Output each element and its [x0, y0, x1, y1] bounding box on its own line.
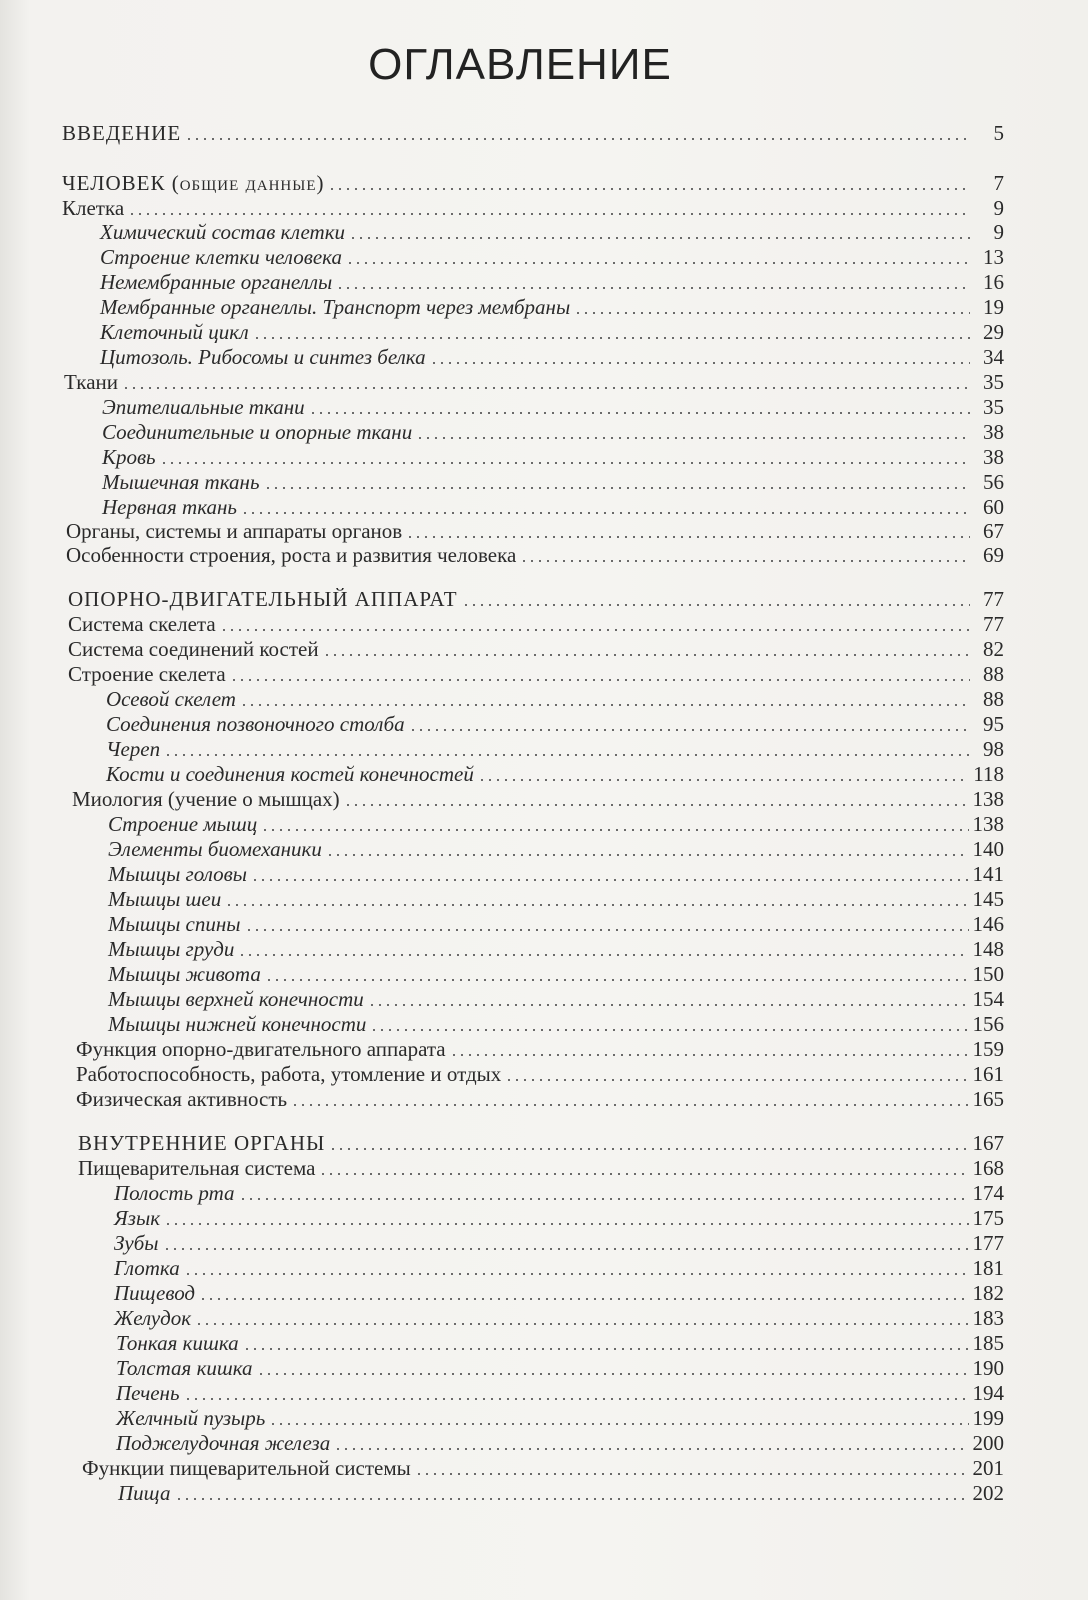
toc-entry-page: 199 [972, 1406, 1004, 1430]
toc-entry-page: 177 [972, 1231, 1004, 1255]
dot-leader [416, 437, 970, 439]
toc-entry-page: 118 [973, 762, 1004, 786]
toc-entry-title: Мембранные органеллы. Транспорт через мембраны [100, 295, 571, 319]
dot-leader [122, 387, 970, 389]
toc-entry [116, 1431, 1004, 1456]
dot-leader [309, 412, 970, 414]
toc-entry-page: 138 [972, 812, 1004, 836]
toc-entry [68, 612, 1004, 637]
toc-entry [114, 1231, 1004, 1256]
toc-entry [82, 1456, 1004, 1481]
toc-entry-title: Функции пищеварительной системы [82, 1456, 411, 1480]
dot-leader [243, 1348, 969, 1350]
toc-entry-title: Клетка [62, 196, 125, 220]
toc-entry [108, 962, 1004, 987]
dot-leader [346, 262, 970, 264]
toc-entry [108, 862, 1004, 887]
toc-entry-page: 77 [983, 587, 1004, 611]
toc-entry-title: Мышцы живота [108, 962, 261, 986]
dot-leader [257, 1373, 969, 1375]
toc-entry-title: Пищеварительная система [78, 1156, 316, 1180]
dot-leader [291, 1104, 968, 1106]
dot-leader [505, 1079, 968, 1081]
dot-leader [160, 462, 970, 464]
dot-leader [349, 237, 970, 239]
dot-leader [326, 854, 969, 856]
toc-entry-title: Ткани [64, 370, 118, 394]
toc-entry-title: Мышцы груди [108, 937, 235, 961]
toc-entry-title: Печень [116, 1381, 180, 1405]
toc-entry-title: Тонкая кишка [116, 1331, 239, 1355]
toc-entry-page: 88 [983, 687, 1004, 711]
toc-entry [68, 662, 1004, 687]
toc-entry-title: Система скелета [68, 612, 216, 636]
toc-entry [76, 1087, 1004, 1112]
toc-entry-page: 185 [972, 1331, 1004, 1355]
toc-entry [76, 1062, 1004, 1087]
toc-entry-title: Функция опорно-двигательного аппарата [76, 1037, 446, 1061]
dot-leader [128, 213, 970, 215]
toc-entry-page: 95 [983, 712, 1004, 736]
dot-leader [334, 1448, 968, 1450]
dot-leader [265, 979, 969, 981]
toc-entry-title: Мышцы нижней конечности [108, 1012, 367, 1036]
toc-entry-title: Пищевод [114, 1281, 196, 1305]
toc-entry-page: 200 [972, 1431, 1004, 1455]
toc-entry-page: 148 [972, 937, 1004, 961]
toc-entry [108, 937, 1004, 962]
toc-entry [64, 370, 1004, 395]
toc-entry-page: 9 [993, 196, 1004, 220]
toc-entry-page: 9 [993, 220, 1004, 244]
toc-entry-title: Язык [114, 1206, 161, 1230]
toc-entry-title: Глотка [114, 1256, 180, 1280]
dot-leader [344, 804, 969, 806]
toc-entry-title: Цитозоль. Рибосомы и синтез белка [100, 345, 426, 369]
toc-entry-page: 19 [983, 295, 1004, 319]
toc-entry [106, 737, 1004, 762]
toc-entry-page: 67 [983, 519, 1004, 543]
toc-entry [100, 320, 1004, 345]
toc-entry-title: Строение мышц [108, 812, 258, 836]
toc-entry-page: 88 [983, 662, 1004, 686]
toc-entry-title: Соединительные и опорные ткани [102, 420, 413, 444]
toc-entry-page: 140 [972, 837, 1004, 861]
dot-leader [329, 1148, 968, 1150]
toc-entry [76, 1037, 1004, 1062]
toc-entry [106, 687, 1004, 712]
toc-entry-page: 16 [983, 270, 1004, 294]
toc-entry-page: 154 [972, 987, 1004, 1011]
dot-leader [185, 138, 970, 140]
toc-entry [108, 812, 1004, 837]
toc-entry-page: 35 [983, 370, 1004, 394]
toc-entry-title: Мышцы шеи [108, 887, 222, 911]
toc-entry-page: 182 [972, 1281, 1004, 1305]
dot-leader [225, 904, 968, 906]
dot-leader [251, 879, 969, 881]
toc-entry-page: 202 [972, 1481, 1004, 1505]
toc-entry [100, 270, 1004, 295]
dot-leader [415, 1473, 969, 1475]
dot-leader [184, 1398, 969, 1400]
toc-entry [114, 1306, 1004, 1331]
toc-entry-title: Строение скелета [68, 662, 226, 686]
toc-entry-title: Нервная ткань [102, 495, 237, 519]
dot-leader [336, 287, 970, 289]
dot-leader [264, 487, 971, 489]
toc-entry-title: Строение клетки человека [100, 245, 342, 269]
toc-entry [62, 121, 1004, 146]
toc-entry-page: 82 [983, 637, 1004, 661]
toc-entry [66, 543, 1004, 568]
toc-entry [114, 1281, 1004, 1306]
toc-entry-page: 141 [972, 862, 1004, 886]
toc-entry-title: Мышцы верхней конечности [108, 987, 364, 1011]
toc-entry [106, 762, 1004, 787]
page-title: ОГЛАВЛЕНИЕ [368, 40, 672, 89]
toc-entry-title: Зубы [114, 1231, 159, 1255]
dot-leader [328, 188, 970, 190]
toc-entry-title: Мышечная ткань [102, 470, 260, 494]
toc-entry [68, 587, 1004, 612]
dot-leader [175, 1498, 969, 1500]
toc-entry-page: 161 [972, 1062, 1004, 1086]
toc-entry [100, 245, 1004, 270]
dot-leader [164, 1223, 968, 1225]
toc-entry-page: 165 [972, 1087, 1004, 1111]
toc-entry [102, 420, 1004, 445]
dot-leader [164, 754, 970, 756]
toc-entry-page: 150 [972, 962, 1004, 986]
toc-entry-page: 38 [983, 420, 1004, 444]
toc-entry [116, 1331, 1004, 1356]
dot-leader [269, 1423, 968, 1425]
toc-entry-page: 98 [983, 737, 1004, 761]
toc-entry [72, 787, 1004, 812]
toc-entry-title: Кровь [102, 445, 156, 469]
toc-entry [108, 987, 1004, 1012]
toc-entry-title: Органы, системы и аппараты органов [66, 519, 403, 543]
dot-leader [520, 560, 970, 562]
toc-entry-page: 34 [983, 345, 1004, 369]
toc-entry-page: 174 [972, 1181, 1004, 1205]
dot-leader [478, 779, 969, 781]
toc-entry [62, 196, 1004, 221]
toc-entry-title: Поджелудочная железа [116, 1431, 331, 1455]
toc-entry-page: 201 [972, 1456, 1004, 1480]
toc-entry [102, 395, 1004, 420]
dot-leader [368, 1004, 969, 1006]
toc-entry-title: Осевой скелет [106, 687, 236, 711]
toc-entry [66, 519, 1004, 544]
toc-entry-title: Кости и соединения костей конечностей [106, 762, 474, 786]
toc-entry-title: Желудок [114, 1306, 192, 1330]
dot-leader [184, 1273, 969, 1275]
toc-entry [106, 712, 1004, 737]
toc-entry-title: Череп [106, 737, 161, 761]
toc-entry-page: 138 [972, 787, 1004, 811]
dot-leader [319, 1173, 968, 1175]
toc-entry-title: Химический состав клетки [100, 220, 346, 244]
toc-entry-page: 146 [972, 912, 1004, 936]
toc-entry [100, 295, 1004, 320]
toc-entry-page: 35 [983, 395, 1004, 419]
toc-entry-page: 38 [983, 445, 1004, 469]
dot-leader [253, 337, 970, 339]
toc-entry-page: 159 [972, 1037, 1004, 1061]
toc-entry-page: 194 [972, 1381, 1004, 1405]
toc-entry-title: Мышцы головы [108, 862, 247, 886]
toc-entry-title: Желчный пузырь [116, 1406, 266, 1430]
toc-entry [102, 445, 1004, 470]
toc-entry [114, 1256, 1004, 1281]
toc-entry-title: Миология (учение о мышцах) [72, 787, 340, 811]
dot-leader [245, 929, 969, 931]
toc-entry-page: 7 [993, 171, 1004, 195]
dot-leader [323, 654, 970, 656]
dot-leader [199, 1298, 968, 1300]
toc-entry-page: 167 [972, 1131, 1004, 1155]
dot-leader [462, 604, 970, 606]
dot-leader [430, 362, 970, 364]
toc-entry-title: Толстая кишка [116, 1356, 253, 1380]
dot-leader [574, 312, 970, 314]
toc-entry-page: 69 [983, 543, 1004, 567]
toc-entry-title: Клеточный цикл [100, 320, 249, 344]
toc-entry-page: 29 [983, 320, 1004, 344]
toc-entry-page: 13 [983, 245, 1004, 269]
toc-entry-title: Пища [118, 1481, 171, 1505]
toc-entry-title: Соединения позвоночного столба [106, 712, 405, 736]
toc-entry-title: Особенности строения, роста и развития человека [66, 543, 517, 567]
toc-entry-page: 5 [993, 121, 1004, 145]
toc-entry [102, 470, 1004, 495]
toc-entry-page: 168 [972, 1156, 1004, 1180]
toc-entry [118, 1481, 1004, 1506]
toc-entry-title: Физическая активность [76, 1087, 288, 1111]
toc-entry [108, 837, 1004, 862]
dot-leader [241, 512, 970, 514]
toc-entry [116, 1406, 1004, 1431]
toc-entry-title: ВВЕДЕНИЕ [62, 121, 182, 145]
dot-leader [230, 679, 970, 681]
toc-entry-page: 156 [972, 1012, 1004, 1036]
toc-entry-page: 181 [972, 1256, 1004, 1280]
dot-leader [406, 536, 970, 538]
toc-entry [108, 887, 1004, 912]
toc-entry-title: Эпителиальные ткани [102, 395, 305, 419]
toc-entry-title: Элементы биомеханики [108, 837, 322, 861]
dot-leader [163, 1248, 969, 1250]
dot-leader [239, 1198, 969, 1200]
toc-entry-title: Работоспособность, работа, утомление и отдых [76, 1062, 502, 1086]
toc-entry [114, 1181, 1004, 1206]
toc-entry-title: ЧЕЛОВЕК (общие данные) [62, 171, 325, 195]
toc-entry [78, 1156, 1004, 1181]
toc-entry-title: Система соединений костей [68, 637, 319, 661]
dot-leader [409, 729, 970, 731]
toc-entry-title: Мышцы спины [108, 912, 241, 936]
toc-entry [108, 912, 1004, 937]
dot-leader [261, 829, 968, 831]
toc-entry-page: 77 [983, 612, 1004, 636]
toc-entry-title: ОПОРНО-ДВИГАТЕЛЬНЫЙ АППАРАТ [68, 587, 458, 611]
toc-entry [116, 1381, 1004, 1406]
toc-entry [108, 1012, 1004, 1037]
toc-entry [100, 220, 1004, 245]
toc-entry [68, 637, 1004, 662]
dot-leader [220, 629, 970, 631]
toc-entry-title: Немембранные органеллы [100, 270, 333, 294]
dot-leader [238, 954, 968, 956]
toc-entry [78, 1131, 1004, 1156]
toc-entry-page: 60 [983, 495, 1004, 519]
toc-entry [116, 1356, 1004, 1381]
toc-entry [102, 495, 1004, 520]
toc-entry [62, 171, 1004, 196]
toc-entry-page: 190 [972, 1356, 1004, 1380]
dot-leader [195, 1323, 968, 1325]
toc-entry [100, 345, 1004, 370]
toc-entry-title: ВНУТРЕННИЕ ОРГАНЫ [78, 1131, 326, 1155]
toc-entry-page: 145 [972, 887, 1004, 911]
dot-leader [370, 1029, 968, 1031]
toc-entry-title: Полость рта [114, 1181, 235, 1205]
toc-entry-page: 183 [972, 1306, 1004, 1330]
toc-entry-page: 56 [983, 470, 1004, 494]
dot-leader [240, 704, 970, 706]
dot-leader [450, 1054, 969, 1056]
toc-entry [114, 1206, 1004, 1231]
toc-entry-page: 175 [972, 1206, 1004, 1230]
